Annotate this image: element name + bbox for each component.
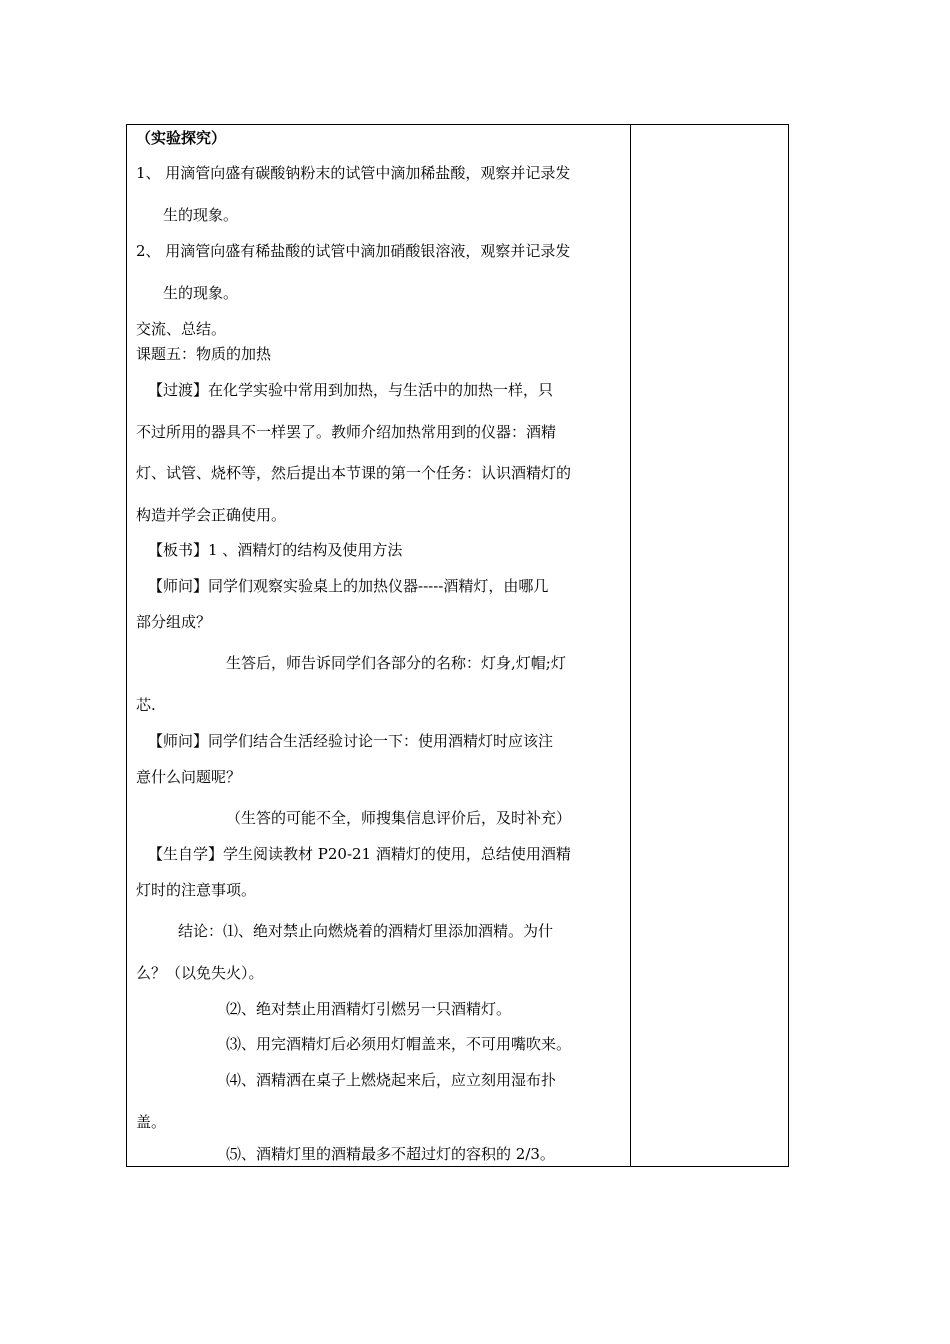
teacher-question-1: 【师问】同学们观察实验桌上的加热仪器-----酒精灯，由哪几 [148, 577, 549, 595]
teacher-question-1-cont: 部分组成？ [136, 613, 212, 631]
section-heading: （实验探究） [136, 129, 227, 147]
summary-line: 交流、总结。 [136, 320, 227, 338]
experiment-step-1: 1、 用滴管向盛有碳酸钠粉末的试管中滴加稀盐酸，观察并记录发 [136, 164, 571, 182]
conclusion-4: ⑷、酒精洒在桌子上燃烧起来后，应立刻用湿布扑 [226, 1071, 557, 1089]
experiment-step-2: 2、 用滴管向盛有稀盐酸的试管中滴加硝酸银溶液，观察并记录发 [136, 242, 571, 260]
conclusion-1-cont: 么？（以免失火）。 [136, 964, 264, 982]
lesson-table [126, 124, 789, 1167]
column-divider [630, 125, 631, 1166]
transition-paragraph-3: 灯、试管、烧杯等，然后提出本节课的第一个任务：认识酒精灯的 [136, 464, 572, 482]
experiment-step-1-cont: 生的现象。 [163, 206, 239, 224]
transition-paragraph: 【过渡】在化学实验中常用到加热，与生活中的加热一样，只 [148, 381, 554, 399]
blackboard-note: 【板书】1 、酒精灯的结构及使用方法 [148, 541, 403, 559]
note-parenthetical: （生答的可能不全，师搜集信息评价后，及时补充） [226, 809, 572, 827]
self-study: 【生自学】学生阅读教材 P20-21 酒精灯的使用，总结使用酒精 [148, 845, 571, 863]
transition-paragraph-2: 不过所用的器具不一样罢了。教师介绍加热常用到的仪器：酒精 [136, 423, 557, 441]
conclusion-2: ⑵、绝对禁止用酒精灯引燃另一只酒精灯。 [226, 1000, 512, 1018]
conclusion-1: 结论：⑴、绝对禁止向燃烧着的酒精灯里添加酒精。为什 [178, 922, 554, 940]
conclusion-4-cont: 盖。 [136, 1113, 167, 1131]
self-study-cont: 灯时的注意事项。 [136, 881, 257, 899]
topic-title: 课题五：物质的加热 [136, 345, 272, 363]
conclusion-5: ⑸、酒精灯里的酒精最多不超过灯的容积的 2/3。 [226, 1145, 555, 1163]
student-answer: 生答后，师告诉同学们各部分的名称：灯身,灯帽;灯 [226, 654, 566, 672]
transition-paragraph-4: 构造并学会正确使用。 [136, 506, 287, 524]
teacher-question-2-cont: 意什么问题呢？ [136, 768, 242, 786]
conclusion-3: ⑶、用完酒精灯后必须用灯帽盖来，不可用嘴吹来。 [226, 1035, 572, 1053]
experiment-step-2-cont: 生的现象。 [163, 284, 239, 302]
student-answer-cont: 芯. [136, 696, 156, 714]
teacher-question-2: 【师问】同学们结合生活经验讨论一下：使用酒精灯时应该注 [148, 732, 554, 750]
